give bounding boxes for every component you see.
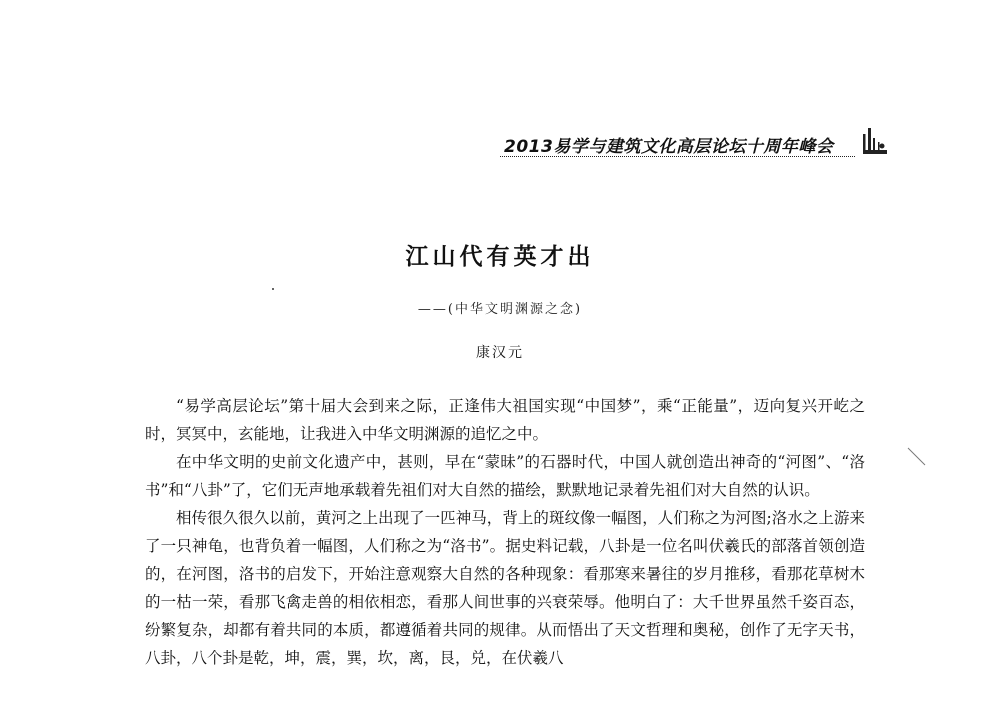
scan-speck [272, 288, 274, 290]
paragraph: “易学高层论坛”第十届大会到来之际，正逢伟大祖国实现“中国梦”，乘“正能量”，迈向复兴开屹之时，冥冥中，玄能地，让我进入中华文明渊源的追忆之中。 [145, 397, 865, 443]
paragraph: 在中华文明的史前文化遗产中，甚则，早在“蒙昧”的石器时代，中国人就创造出神奇的“河图”、“洛书”和“八卦”了，它们无声地承载着先祖们对大自然的描绘，默默地记录着先祖们对大自然的认识。 [145, 453, 865, 499]
article-author: 康汉元 [476, 345, 524, 361]
article-title: 江山代有英才出 [405, 244, 595, 270]
header-ornament-icon [860, 126, 890, 158]
header-dotted-rule [500, 156, 855, 157]
header-title: 2013易学与建筑文化高层论坛十周年峰会 [504, 137, 834, 157]
paragraph: 相传很久很久以前，黄河之上出现了一匹神马，背上的斑纹像一幅图，人们称之为河图;洛水之上游来了一只神龟，也背负着一幅图，人们称之为“洛书”。据史料记载，八卦是一位名叫伏羲氏的部落首领创造的，在河图，洛书的启发下，开始注意观察大自然的各种现象：看那寒来暑往的岁月推移，看那花草树木的一枯一荣，看那飞禽走兽的相依相恋，看那人间世事的兴衰荣辱。他明白了：大千世界虽然千姿百态，纷繁复杂，却都有着共同的本质，都遵循着共同的规律。从而悟出了天文哲理和奥秘，创作了无字天书，八卦，八个卦是乾，坤，震，巽，坎，离，艮，兑，在伏羲八 [145, 509, 865, 667]
running-header [500, 132, 892, 162]
article-body [145, 392, 865, 672]
scan-mark [905, 445, 929, 469]
article-subtitle: ——(中华文明渊源之念) [417, 302, 583, 317]
